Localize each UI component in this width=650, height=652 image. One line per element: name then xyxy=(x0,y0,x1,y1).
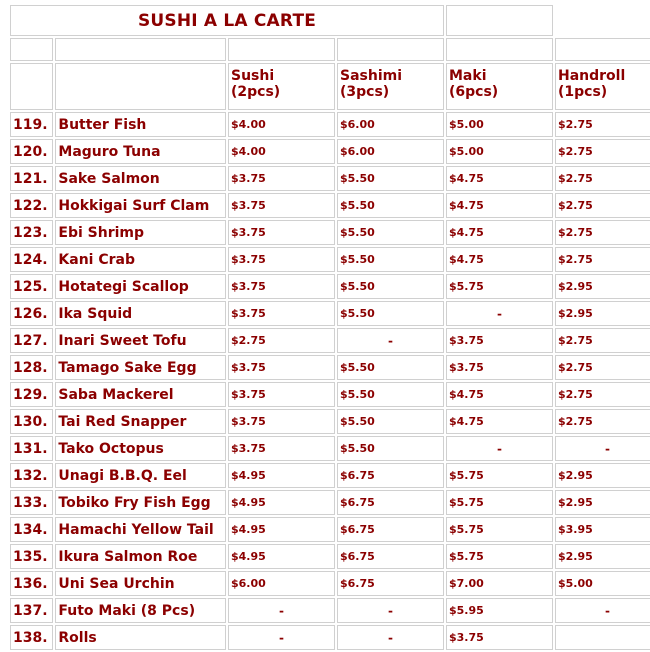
spacer-cell xyxy=(337,38,444,61)
price-sushi: $4.95 xyxy=(228,544,335,569)
item-number: 133. xyxy=(10,490,53,515)
price-handroll: $2.75 xyxy=(555,382,650,407)
menu-item-row xyxy=(10,436,650,461)
price-maki: $5.75 xyxy=(446,544,553,569)
item-number: 128. xyxy=(10,355,53,380)
price-maki: $5.95 xyxy=(446,598,553,623)
price-maki: $4.75 xyxy=(446,409,553,434)
price-handroll: $2.75 xyxy=(555,193,650,218)
price-maki: $5.75 xyxy=(446,490,553,515)
price-maki: $4.75 xyxy=(446,220,553,245)
item-number: 135. xyxy=(10,544,53,569)
menu-item-row xyxy=(10,517,650,542)
price-maki: $4.75 xyxy=(446,247,553,272)
item-name: Inari Sweet Tofu xyxy=(55,328,226,353)
header-portion: (1pcs) xyxy=(558,84,608,100)
price-sashimi: $5.50 xyxy=(337,220,444,245)
price-maki: $4.75 xyxy=(446,382,553,407)
price-maki: $3.75 xyxy=(446,328,553,353)
item-number: 129. xyxy=(10,382,53,407)
price-handroll: $2.75 xyxy=(555,112,650,137)
header-blank-number xyxy=(10,63,53,110)
price-sashimi: $6.75 xyxy=(337,544,444,569)
spacer-cell xyxy=(446,38,553,61)
price-handroll: $2.75 xyxy=(555,166,650,191)
price-handroll: $2.95 xyxy=(555,301,650,326)
price-handroll: $2.75 xyxy=(555,220,650,245)
price-maki: - xyxy=(446,301,553,326)
menu-wrapper xyxy=(8,3,650,652)
item-number: 131. xyxy=(10,436,53,461)
sushi-menu-table xyxy=(8,3,650,652)
item-number: 127. xyxy=(10,328,53,353)
menu-item-row xyxy=(10,463,650,488)
header-label: Maki xyxy=(449,68,487,84)
menu-item-row xyxy=(10,544,650,569)
menu-item-row xyxy=(10,355,650,380)
item-name: Tako Octopus xyxy=(55,436,226,461)
header-portion: (6pcs) xyxy=(449,84,499,100)
menu-item-row xyxy=(10,274,650,299)
price-sashimi: $5.50 xyxy=(337,193,444,218)
item-number: 134. xyxy=(10,517,53,542)
item-number: 121. xyxy=(10,166,53,191)
price-sushi: $6.00 xyxy=(228,571,335,596)
item-number: 137. xyxy=(10,598,53,623)
title-empty-cell xyxy=(555,5,650,36)
price-sashimi: $6.00 xyxy=(337,112,444,137)
price-maki: $7.00 xyxy=(446,571,553,596)
spacer-cell xyxy=(228,38,335,61)
item-name: Butter Fish xyxy=(55,112,226,137)
item-number: 125. xyxy=(10,274,53,299)
header-blank-name xyxy=(55,63,226,110)
price-sushi: $3.75 xyxy=(228,166,335,191)
item-name: Futo Maki (8 Pcs) xyxy=(55,598,226,623)
price-sushi: $3.75 xyxy=(228,247,335,272)
item-name: Ebi Shrimp xyxy=(55,220,226,245)
header-label: Handroll xyxy=(558,68,626,84)
price-sashimi: $5.50 xyxy=(337,247,444,272)
item-number: 138. xyxy=(10,625,53,650)
menu-item-row xyxy=(10,382,650,407)
price-sushi: $3.75 xyxy=(228,274,335,299)
price-sashimi: $5.50 xyxy=(337,166,444,191)
spacer-row xyxy=(10,38,650,61)
header-sushi xyxy=(228,63,335,110)
item-name: Tamago Sake Egg xyxy=(55,355,226,380)
price-handroll: - xyxy=(555,598,650,623)
item-name: Maguro Tuna xyxy=(55,139,226,164)
price-sashimi: $6.75 xyxy=(337,490,444,515)
menu-item-row xyxy=(10,409,650,434)
item-number: 130. xyxy=(10,409,53,434)
price-handroll xyxy=(555,625,650,650)
item-name: Hamachi Yellow Tail xyxy=(55,517,226,542)
price-sashimi: $6.75 xyxy=(337,463,444,488)
header-sashimi xyxy=(337,63,444,110)
header-label: Sushi xyxy=(231,68,275,84)
price-maki: $3.75 xyxy=(446,355,553,380)
menu-item-row xyxy=(10,490,650,515)
header-portion: (3pcs) xyxy=(340,84,390,100)
price-sashimi: $6.00 xyxy=(337,139,444,164)
item-name: Rolls xyxy=(55,625,226,650)
price-maki: $5.75 xyxy=(446,274,553,299)
price-sushi: $4.00 xyxy=(228,112,335,137)
item-number: 120. xyxy=(10,139,53,164)
price-sushi: $3.75 xyxy=(228,301,335,326)
price-handroll: $5.00 xyxy=(555,571,650,596)
price-sashimi: $5.50 xyxy=(337,274,444,299)
price-sashimi: - xyxy=(337,625,444,650)
price-handroll: $2.75 xyxy=(555,409,650,434)
price-sashimi: - xyxy=(337,328,444,353)
price-sushi: $4.95 xyxy=(228,490,335,515)
price-sashimi: $6.75 xyxy=(337,571,444,596)
price-maki: $4.75 xyxy=(446,166,553,191)
item-number: 132. xyxy=(10,463,53,488)
price-sushi: $3.75 xyxy=(228,382,335,407)
price-maki: - xyxy=(446,436,553,461)
price-sushi: $3.75 xyxy=(228,355,335,380)
menu-item-row xyxy=(10,112,650,137)
price-maki: $5.75 xyxy=(446,463,553,488)
item-name: Saba Mackerel xyxy=(55,382,226,407)
price-sushi: $3.75 xyxy=(228,193,335,218)
price-sushi: - xyxy=(228,625,335,650)
header-handroll xyxy=(555,63,650,110)
header-row xyxy=(10,63,650,110)
price-sushi: - xyxy=(228,598,335,623)
menu-title: SUSHI A LA CARTE xyxy=(10,5,444,36)
price-handroll: $2.75 xyxy=(555,139,650,164)
item-number: 123. xyxy=(10,220,53,245)
spacer-cell xyxy=(55,38,226,61)
price-sushi: $3.75 xyxy=(228,409,335,434)
price-sushi: $4.95 xyxy=(228,463,335,488)
spacer-cell xyxy=(555,38,650,61)
item-number: 124. xyxy=(10,247,53,272)
menu-item-row xyxy=(10,625,650,650)
price-handroll: $2.95 xyxy=(555,463,650,488)
item-number: 136. xyxy=(10,571,53,596)
menu-item-row xyxy=(10,220,650,245)
menu-item-row xyxy=(10,598,650,623)
price-handroll: - xyxy=(555,436,650,461)
price-maki: $4.75 xyxy=(446,193,553,218)
price-sushi: $4.95 xyxy=(228,517,335,542)
header-maki xyxy=(446,63,553,110)
menu-item-row xyxy=(10,139,650,164)
price-maki: $5.00 xyxy=(446,139,553,164)
price-sashimi: $5.50 xyxy=(337,301,444,326)
spacer-cell xyxy=(10,38,53,61)
item-name: Tai Red Snapper xyxy=(55,409,226,434)
menu-item-row xyxy=(10,166,650,191)
item-number: 122. xyxy=(10,193,53,218)
title-blank-cell xyxy=(446,5,553,36)
item-name: Unagi B.B.Q. Eel xyxy=(55,463,226,488)
price-handroll: $2.95 xyxy=(555,544,650,569)
price-sashimi: $6.75 xyxy=(337,517,444,542)
menu-item-row xyxy=(10,193,650,218)
price-maki: $5.75 xyxy=(446,517,553,542)
item-name: Hotategi Scallop xyxy=(55,274,226,299)
item-name: Ika Squid xyxy=(55,301,226,326)
item-number: 119. xyxy=(10,112,53,137)
item-name: Hokkigai Surf Clam xyxy=(55,193,226,218)
price-sashimi: $5.50 xyxy=(337,436,444,461)
title-row xyxy=(10,5,650,36)
price-sashimi: $5.50 xyxy=(337,382,444,407)
item-number: 126. xyxy=(10,301,53,326)
price-sashimi: $5.50 xyxy=(337,355,444,380)
price-sushi: $2.75 xyxy=(228,328,335,353)
header-label: Sashimi xyxy=(340,68,403,84)
menu-item-row xyxy=(10,301,650,326)
price-maki: $5.00 xyxy=(446,112,553,137)
price-sushi: $3.75 xyxy=(228,220,335,245)
price-handroll: $2.95 xyxy=(555,490,650,515)
price-handroll: $2.75 xyxy=(555,355,650,380)
item-name: Sake Salmon xyxy=(55,166,226,191)
price-sushi: $4.00 xyxy=(228,139,335,164)
menu-item-row xyxy=(10,247,650,272)
item-name: Ikura Salmon Roe xyxy=(55,544,226,569)
header-portion: (2pcs) xyxy=(231,84,281,100)
price-sashimi: - xyxy=(337,598,444,623)
price-sushi: $3.75 xyxy=(228,436,335,461)
item-name: Uni Sea Urchin xyxy=(55,571,226,596)
price-maki: $3.75 xyxy=(446,625,553,650)
price-sashimi: $5.50 xyxy=(337,409,444,434)
price-handroll: $2.75 xyxy=(555,247,650,272)
price-handroll: $3.95 xyxy=(555,517,650,542)
item-name: Tobiko Fry Fish Egg xyxy=(55,490,226,515)
menu-item-row xyxy=(10,328,650,353)
price-handroll: $2.75 xyxy=(555,328,650,353)
item-name: Kani Crab xyxy=(55,247,226,272)
menu-item-row xyxy=(10,571,650,596)
price-handroll: $2.95 xyxy=(555,274,650,299)
